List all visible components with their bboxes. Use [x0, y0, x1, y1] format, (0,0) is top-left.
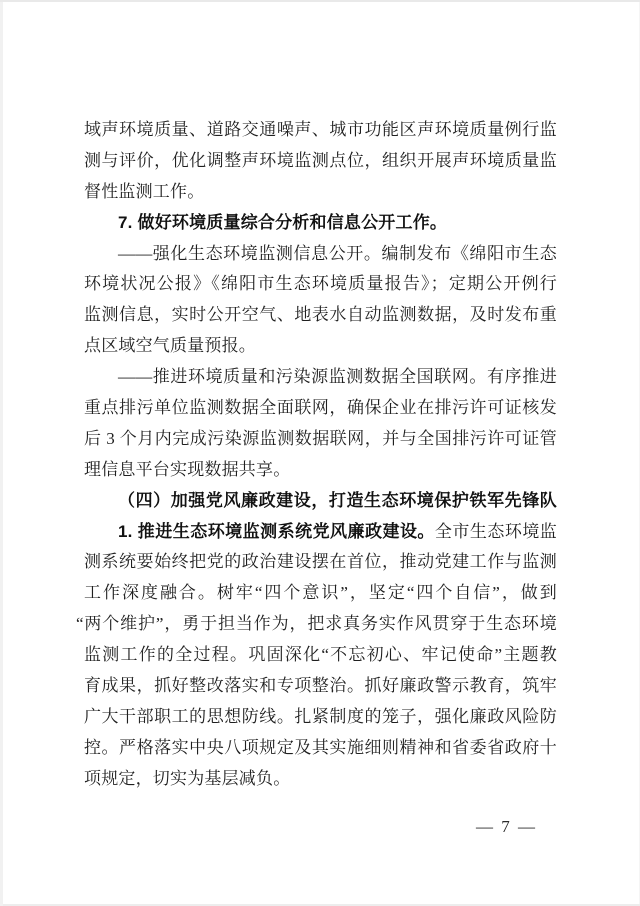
text-segment: 点区域空气质量预报。: [84, 336, 256, 356]
text-line: [84, 733, 557, 764]
text-line: [84, 269, 557, 300]
text-segment: 广大干部职工的思想防线。扎紧制度的笼子，强化廉政风险防: [84, 706, 557, 726]
text-line: [84, 331, 557, 362]
text-segment: 后 3 个月内完成污染源监测数据联网，并与全国排污许可证管: [84, 428, 557, 448]
text-line: [84, 115, 557, 146]
bold-text-segment: 7. 做好环境质量综合分析和信息公开工作。: [118, 212, 448, 232]
text-segment: 工作深度融合。树牢“四个意识”，坚定“四个自信”，做到: [84, 583, 557, 603]
text-line: [84, 146, 557, 177]
text-segment: 全市生态环境监: [434, 521, 557, 541]
text-segment: 域声环境质量、道路交通噪声、城市功能区声环境质量例行监: [84, 120, 557, 139]
bold-text-segment: （四）加强党风廉政建设，打造生态环境保护铁军先锋队: [118, 490, 557, 510]
text-segment: 重点排污单位监测数据全面联网，确保企业在排污许可证核发: [84, 398, 557, 418]
text-segment: ——推进环境质量和污染源监测数据全国联网。有序推进: [118, 367, 557, 387]
text-segment: 督性监测工作。: [84, 181, 205, 201]
text-line: [84, 424, 557, 455]
text-line: [84, 362, 557, 393]
text-line: [84, 640, 557, 671]
text-line: [84, 177, 557, 208]
text-segment: 环境状况公报》《绵阳市生态环境质量报告》；定期公开例行: [84, 274, 557, 294]
text-segment: 监测信息，实时公开空气、地表水自动监测数据，及时发布重: [84, 305, 557, 325]
text-segment: 理信息平台实现数据共享。: [84, 459, 291, 479]
text-segment: ——强化生态环境监测信息公开。编制发布《绵阳市生态: [118, 243, 557, 263]
bold-text-segment: 1. 推进生态环境监测系统党风廉政建设。: [118, 521, 435, 541]
text-segment: 育成果，抓好整改落实和专项整治。抓好廉政警示教育，筑牢: [84, 676, 557, 696]
text-segment: 测系统要始终把党的政治建设摆在首位，推动党建工作与监测: [84, 552, 557, 572]
text-segment: 测与评价，优化调整声环境监测点位，组织开展声环境质量监: [84, 150, 557, 170]
text-line: [84, 239, 557, 270]
text-line: [84, 517, 557, 548]
text-line: [84, 300, 557, 331]
text-line: [84, 486, 557, 517]
text-line: [84, 455, 557, 486]
text-line: [76, 609, 557, 640]
text-line: [84, 671, 557, 702]
text-line: [84, 208, 557, 239]
page-number: — 7 —: [476, 817, 537, 836]
text-segment: “两个维护”，勇于担当作为，把求真务实作风贯穿于生态环境: [76, 614, 557, 634]
text-line: [84, 578, 557, 609]
text-line: [84, 393, 557, 424]
document-body: [76, 115, 557, 795]
text-line: [84, 702, 557, 733]
text-segment: 控。严格落实中央八项规定及其实施细则精神和省委省政府十: [84, 737, 557, 757]
text-line: [84, 547, 557, 578]
text-line: [84, 764, 557, 795]
text-segment: 项规定，切实为基层减负。: [84, 768, 291, 788]
text-segment: 监测工作的全过程。巩固深化“不忘初心、牢记使命”主题教: [84, 645, 557, 665]
